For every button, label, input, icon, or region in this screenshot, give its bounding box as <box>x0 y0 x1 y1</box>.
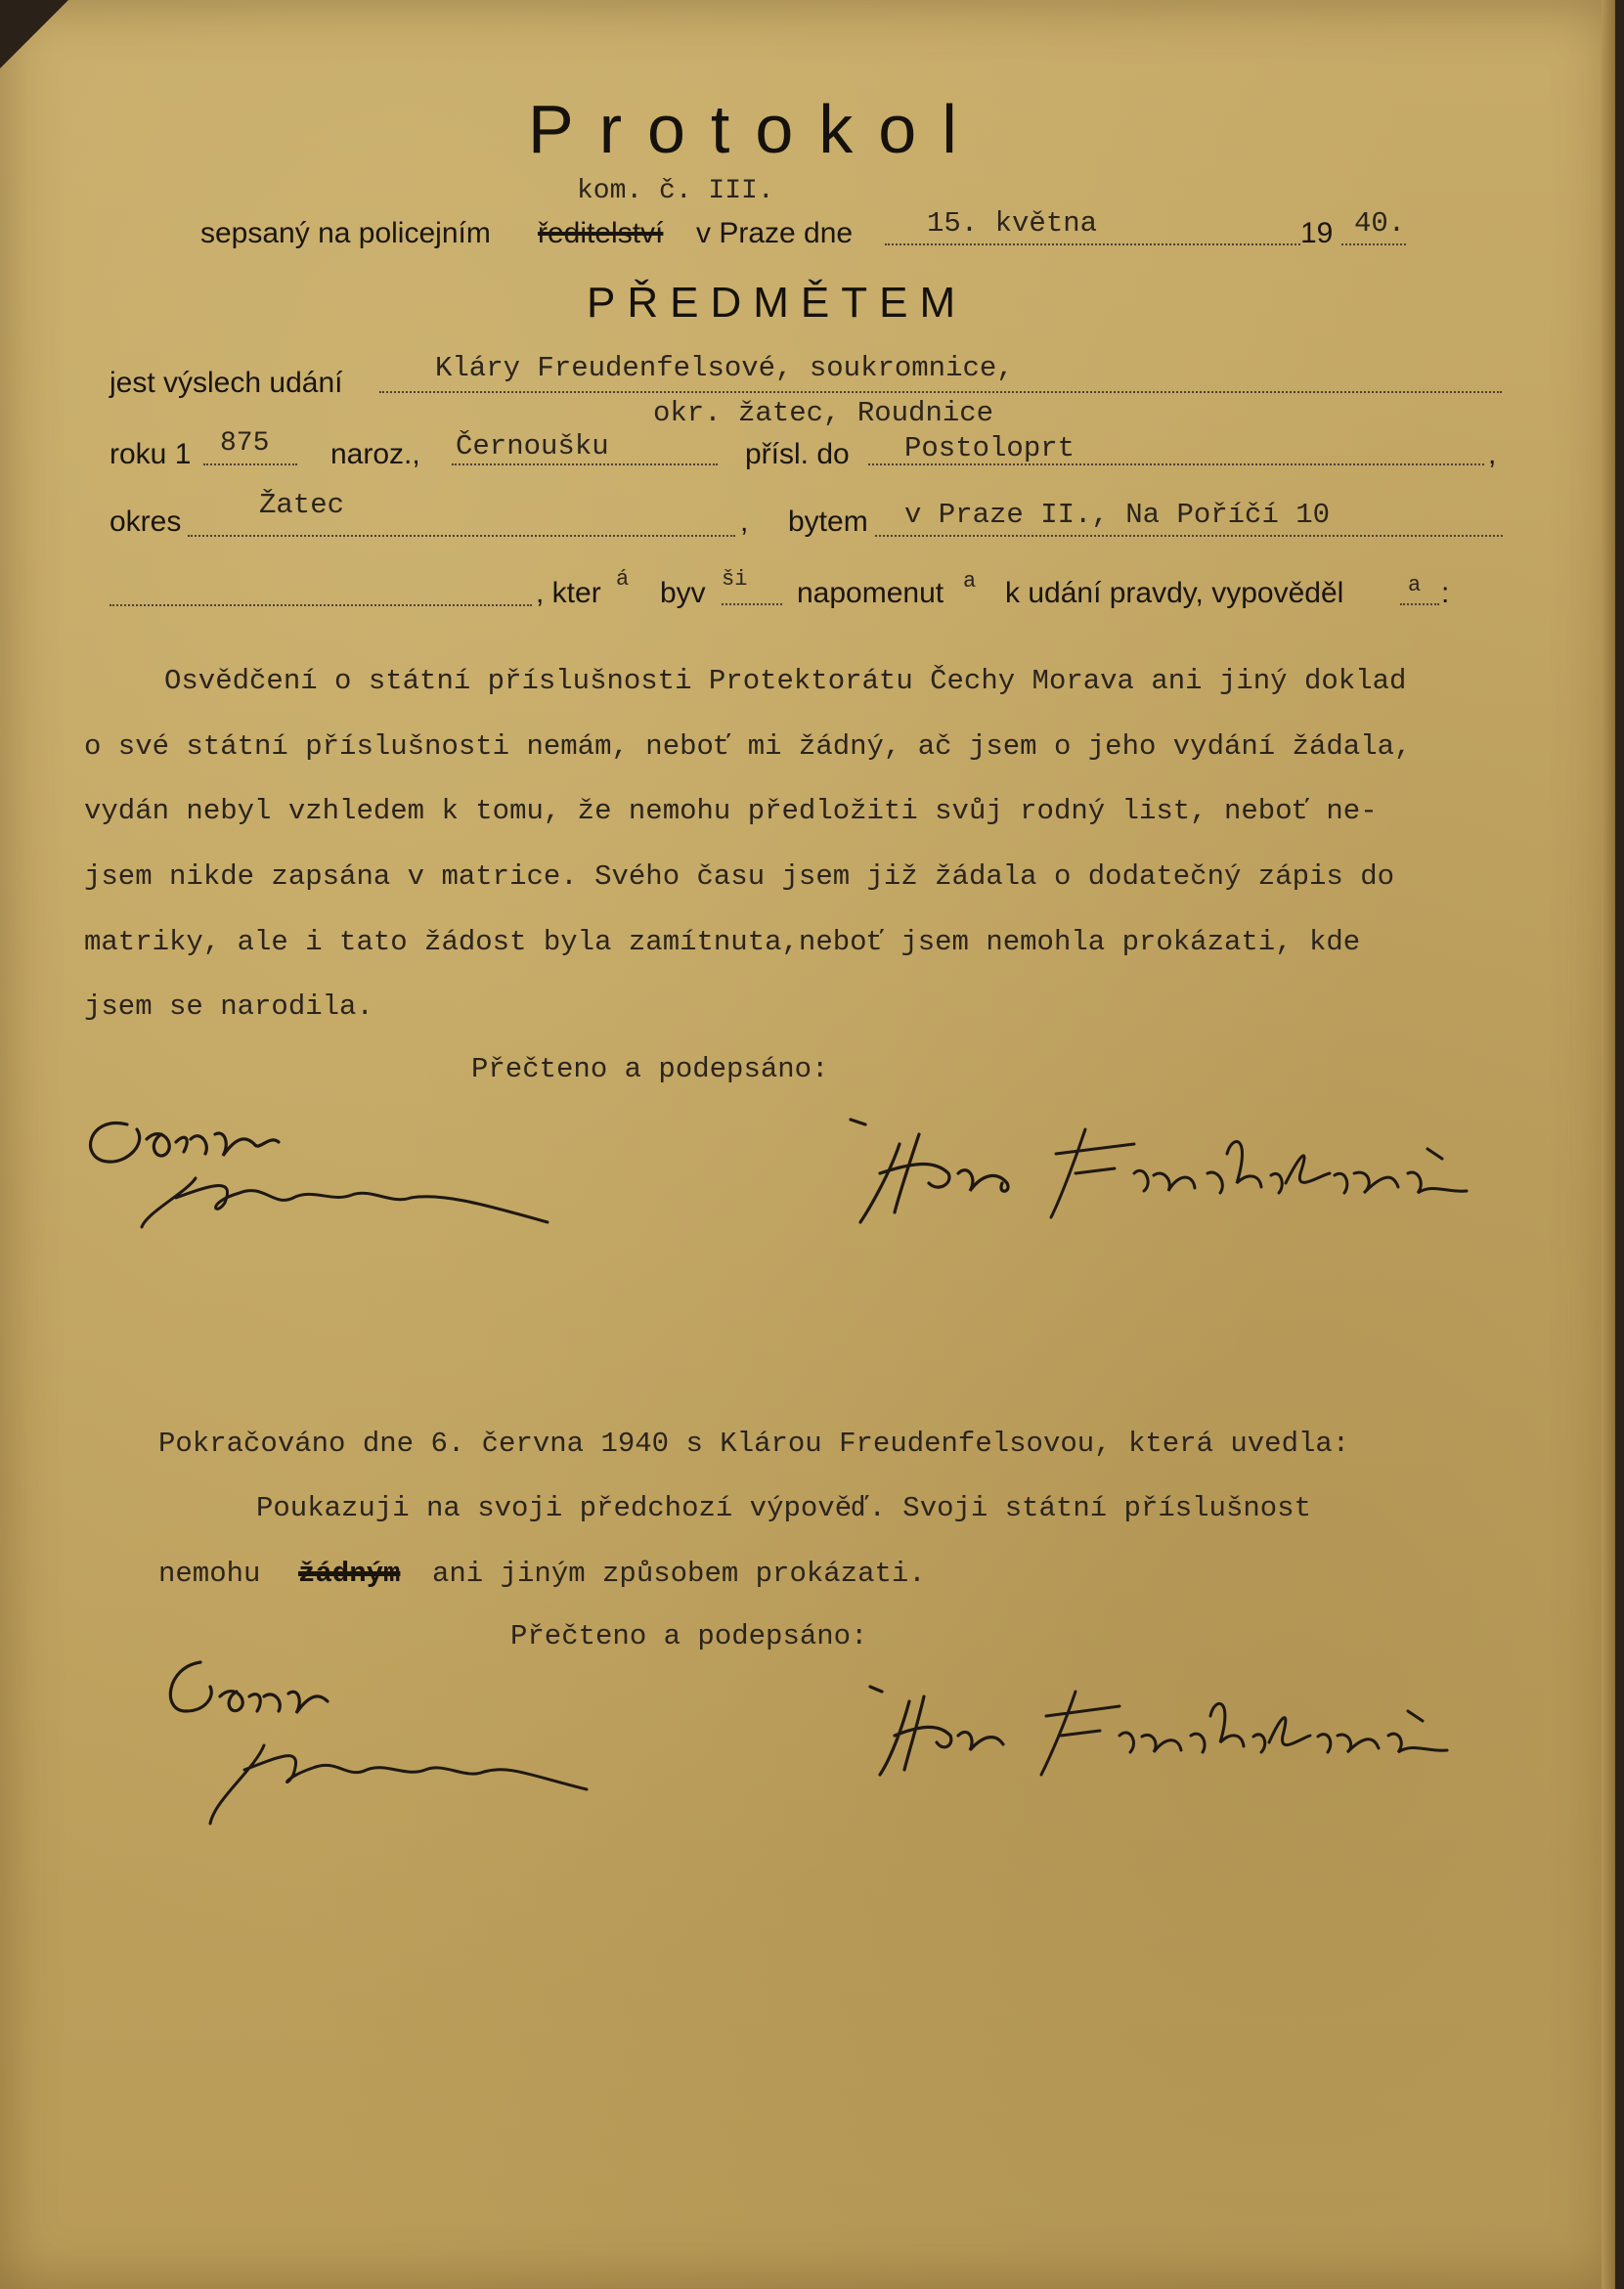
bytem-label: bytem <box>788 506 868 538</box>
statement-line-4: jsem nikde zapsána v matrice. Svého času jsem již žádala o dodatečný zápis do <box>84 860 1395 893</box>
okres-label: okres <box>110 506 182 538</box>
jest-line <box>379 391 1502 393</box>
udani-label: k udání pravdy, vypověděl <box>1005 577 1344 609</box>
continuation-line-2: Poukazuji na svoji předchozí výpověď. Svoji státní příslušnost <box>256 1492 1311 1524</box>
commission-number: kom. č. III. <box>577 176 774 206</box>
statement-line-6: jsem se narodila. <box>84 990 373 1023</box>
statement-line-3: vydán nebyl vzhledem k tomu, že nemohu předložiti svůj rodný list, neboť ne- <box>84 795 1378 827</box>
prisl-comma: , <box>1488 438 1497 470</box>
okres-comma: , <box>740 506 749 538</box>
bytem-value: v Praze II., Na Poříčí 10 <box>904 499 1331 531</box>
udani-colon: : <box>1441 577 1450 609</box>
ktera-suffix: á <box>616 567 630 592</box>
year-value: 40. <box>1354 207 1406 240</box>
okres-value: Žatec <box>259 489 345 521</box>
jest-value: Kláry Freudenfelsové, soukromnice, <box>435 352 1014 384</box>
byv-suffix: ši <box>722 567 748 592</box>
sepsany-label: sepsaný na policejním <box>200 217 491 249</box>
roku-value: 875 <box>220 428 270 459</box>
napomenut-suffix: a <box>963 569 977 594</box>
udani-line <box>1400 603 1439 605</box>
continuation-line-3b: ani jiným způsobem prokázati. <box>432 1558 926 1590</box>
date-value: 15. května <box>927 207 1098 240</box>
v-praze-dne-label: v Praze dne <box>696 217 854 249</box>
okr-value: okr. žatec, Roudnice <box>653 397 994 429</box>
year-line <box>1341 243 1406 245</box>
read-signed-1: Přečteno a podepsáno: <box>471 1053 829 1085</box>
naroz-label: naroz., <box>330 438 420 470</box>
jest-label: jest výslech udání <box>110 367 343 399</box>
statement-line-2: o své státní příslušnosti nemám, neboť mi žádný, ač jsem o jeho vydání žádala, <box>84 730 1412 763</box>
prisl-value: Postoloprt <box>904 432 1075 464</box>
ktera-label: , kter <box>536 577 601 609</box>
coram-signature-2 <box>156 1652 606 1838</box>
okres-line <box>188 535 735 537</box>
udani-suffix: a <box>1408 573 1422 597</box>
naroz-value: Černoušku <box>456 430 609 462</box>
coram-signature-1 <box>68 1085 577 1252</box>
byv-label: byv <box>660 577 706 609</box>
byv-line <box>722 603 782 605</box>
roku-line <box>203 463 297 465</box>
statement-line-1: Osvědčení o státní příslušnosti Protektorátu Čechy Morava ani jiný doklad <box>164 665 1407 697</box>
folded-corner <box>0 0 68 68</box>
claimant-signature-2 <box>860 1682 1486 1789</box>
date-line <box>885 243 1300 245</box>
continuation-line-3a: nemohu <box>158 1558 261 1590</box>
blank-line <box>110 604 532 606</box>
continuation-line-1: Pokračováno dne 6. června 1940 s Klárou Freudenfelsovou, která uvedla: <box>158 1428 1350 1460</box>
struck-reditelstvi: ředitelství <box>538 217 664 249</box>
torn-edge <box>1602 0 1615 2289</box>
claimant-signature-1 <box>841 1115 1545 1242</box>
prisl-label: přísl. do <box>745 438 850 470</box>
read-signed-2: Přečteno a podepsáno: <box>510 1620 868 1652</box>
year-prefix: 19 <box>1300 217 1334 249</box>
document-title: Protokol <box>528 91 983 167</box>
statement-line-5: matriky, ale i tato žádost byla zamítnuta,neboť jsem nemohla prokázati, kde <box>84 926 1361 958</box>
naroz-line <box>452 463 718 465</box>
napomenut-label: napomenut <box>797 577 944 609</box>
struck-word: žádným <box>298 1558 401 1590</box>
bytem-line <box>875 535 1503 537</box>
subject-heading: PŘEDMĚTEM <box>587 279 968 327</box>
roku-label: roku 1 <box>110 438 192 470</box>
